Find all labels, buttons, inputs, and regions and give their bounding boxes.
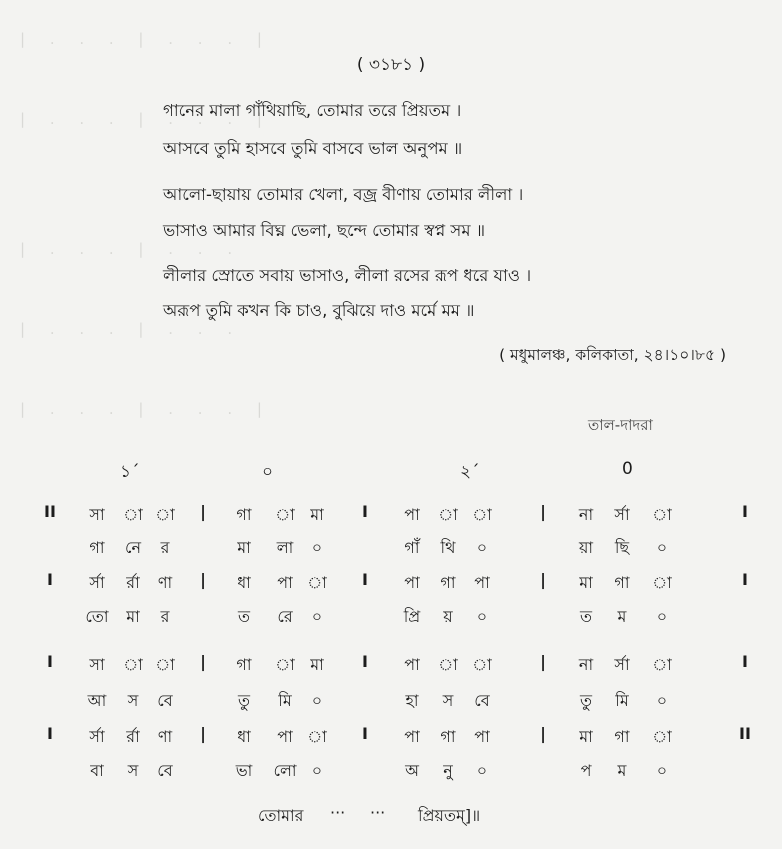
lyric-syllable: তু [237, 691, 251, 710]
lyric-line: গানের মালা গাঁথিয়াছি, তোমার তরে প্রিয়তম । [163, 101, 462, 120]
swara-note: পা [474, 727, 490, 746]
swara-note: া [275, 655, 295, 674]
lyric-syllable: লো [273, 761, 297, 780]
lyric-syllable: প্রি [403, 607, 421, 626]
lyric-syllable: ০ [656, 538, 668, 557]
lyric-syllable: ভা [235, 761, 253, 780]
lyric-syllable: মি [615, 691, 629, 710]
lyric-line: লীলার স্রোতে সবায় ভাসাও, লীলা রসের রূপ ধরে যাও । [163, 266, 532, 285]
bleed-through-decoration: | . . . | . . . | [20, 400, 272, 418]
lyric-syllable-row [0, 604, 782, 634]
lyric-syllable: ০ [656, 691, 668, 710]
lyric-syllable: প [580, 761, 592, 780]
lyric-syllable: স [127, 761, 139, 780]
swara-note: া [652, 727, 672, 746]
source-citation: ( মধুমালঞ্চ, কলিকাতা, ২৪।১০।৮৫ ) [499, 346, 726, 364]
swara-note: গা [236, 505, 252, 524]
swara-note: সা [89, 655, 105, 674]
swara-note: া [155, 505, 175, 524]
lyric-syllable: অ [405, 761, 419, 780]
lyric-syllable: র [160, 607, 170, 626]
swara-note: ণা [157, 727, 173, 746]
lyric-line: ভাসাও আমার বিঘ্ন ভেলা, ছন্দে তোমার স্বপ্ন সম ॥ [163, 221, 486, 240]
swara-note: গা [614, 573, 630, 592]
lyric-syllable: লা [276, 538, 294, 557]
lyric-syllable: স [442, 691, 454, 710]
lyric-syllable: ০ [476, 761, 488, 780]
swara-note: মা [579, 727, 593, 746]
refrain-end-word: প্রিয়তম্]॥ [418, 806, 481, 825]
swara-note: া [307, 573, 327, 592]
lyric-line: অরূপ তুমি কখন কি চাও, বুঝিয়ে দাও মর্মে মম ॥ [163, 301, 475, 320]
lyric-syllable: মি [278, 691, 292, 710]
swara-note: গা [614, 727, 630, 746]
lyric-syllable: ০ [311, 761, 323, 780]
beat-mark: ২´ [460, 462, 480, 482]
bar-line: | [540, 724, 546, 743]
lyric-syllable: ০ [656, 607, 668, 626]
refrain-ellipsis: ··· [330, 803, 346, 822]
swara-note: র্রা [126, 573, 140, 592]
tala-label: তাল-দাদরা [588, 416, 653, 434]
lyric-syllable: ০ [311, 691, 323, 710]
bar-line: II [44, 502, 56, 521]
lyric-syllable: ০ [476, 607, 488, 626]
beat-mark: ০ [262, 462, 274, 482]
lyric-syllable: র [160, 538, 170, 557]
swara-note: গা [236, 655, 252, 674]
lyric-syllable: ০ [476, 538, 488, 557]
lyric-syllable: য়া [578, 538, 594, 557]
lyric-syllable-row [0, 688, 782, 718]
swara-note: া [123, 655, 143, 674]
lyric-syllable: তু [579, 691, 593, 710]
swara-note: া [472, 655, 492, 674]
bar-line: II [739, 724, 751, 743]
swara-note: ণা [157, 573, 173, 592]
lyric-line: আসবে তুমি হাসবে তুমি বাসবে ভাল অনুপম ॥ [163, 139, 463, 158]
lyric-syllable-row [0, 758, 782, 788]
lyric-syllable: থি [440, 538, 456, 557]
lyric-syllable: ত [579, 607, 593, 626]
swara-note: া [275, 505, 295, 524]
lyric-syllable: নু [443, 761, 453, 780]
lyric-syllable: ০ [311, 607, 323, 626]
bar-line: I [362, 652, 368, 671]
swara-note: র্সা [614, 505, 630, 524]
swara-note: র্সা [614, 655, 630, 674]
swara-note: পা [404, 655, 420, 674]
swara-note: না [578, 505, 594, 524]
bar-line: | [200, 724, 206, 743]
bleed-through-decoration: | . . . | . . . [20, 320, 243, 338]
swara-row [0, 724, 782, 754]
bar-line: I [47, 652, 53, 671]
refrain-start-word: তোমার [258, 806, 304, 825]
swara-row [0, 570, 782, 600]
swara-note: া [652, 655, 672, 674]
swara-note: মা [310, 505, 324, 524]
lyric-syllable: ম [617, 607, 627, 626]
lyric-syllable: তো [85, 607, 109, 626]
bar-line: I [742, 502, 748, 521]
lyric-syllable: নে [124, 538, 142, 557]
lyric-syllable: ০ [311, 538, 323, 557]
lyric-syllable: ছি [614, 538, 630, 557]
lyric-syllable: বে [474, 691, 490, 710]
lyric-syllable: গাঁ [404, 538, 420, 557]
bar-line: | [200, 570, 206, 589]
swara-note: া [155, 655, 175, 674]
swara-note: পা [404, 573, 420, 592]
lyric-syllable: য় [443, 607, 453, 626]
lyric-syllable: আ [87, 691, 107, 710]
lyric-syllable: ০ [656, 761, 668, 780]
swara-note: পা [404, 727, 420, 746]
swara-note: র্সা [89, 573, 105, 592]
bar-line: I [362, 724, 368, 743]
lyric-line: আলো-ছায়ায় তোমার খেলা, বজ্র বীণায় তোমার লীলা । [163, 185, 524, 204]
swara-row [0, 502, 782, 532]
lyric-syllable: স [127, 691, 139, 710]
swara-note: ধা [237, 727, 251, 746]
bar-line: | [540, 570, 546, 589]
lyric-syllable: হা [405, 691, 419, 710]
swara-note: সা [89, 505, 105, 524]
bar-line: | [540, 652, 546, 671]
bleed-through-decoration: | . . . | . . . [20, 240, 243, 258]
swara-note: গা [440, 727, 456, 746]
bar-line: I [362, 570, 368, 589]
swara-note: া [652, 505, 672, 524]
bar-line: I [362, 502, 368, 521]
lyric-syllable: মা [126, 607, 140, 626]
refrain-ellipsis: ··· [370, 803, 386, 822]
swara-note: পা [474, 573, 490, 592]
swara-note: া [438, 505, 458, 524]
lyric-syllable: বা [90, 761, 104, 780]
swara-note: র্রা [126, 727, 140, 746]
lyric-syllable-row [0, 535, 782, 565]
swara-note: া [652, 573, 672, 592]
bar-line: I [742, 570, 748, 589]
swara-note: র্সা [89, 727, 105, 746]
swara-note: া [307, 727, 327, 746]
bar-line: | [540, 502, 546, 521]
swara-row [0, 652, 782, 682]
swara-note: পা [277, 727, 293, 746]
lyric-syllable: ত [237, 607, 251, 626]
swara-note: া [472, 505, 492, 524]
lyric-syllable: বে [157, 691, 173, 710]
swara-note: মা [310, 655, 324, 674]
swara-note: পা [277, 573, 293, 592]
lyric-syllable: মা [237, 538, 251, 557]
song-number: ( ৩১৮১ ) [356, 55, 426, 75]
beat-mark: ১´ [120, 462, 140, 482]
lyric-syllable: বে [157, 761, 173, 780]
bar-line: | [200, 502, 206, 521]
swara-note: মা [579, 573, 593, 592]
lyric-syllable: ম [617, 761, 627, 780]
bar-line: I [47, 724, 53, 743]
lyric-syllable: রে [277, 607, 293, 626]
bleed-through-decoration: | . . . | . . . | [20, 110, 272, 128]
bar-line: I [742, 652, 748, 671]
lyric-syllable: গা [89, 538, 105, 557]
beat-mark: 0 [622, 459, 633, 479]
swara-note: গা [440, 573, 456, 592]
bar-line: I [47, 570, 53, 589]
swara-note: পা [404, 505, 420, 524]
swara-note: ধা [237, 573, 251, 592]
swara-note: া [123, 505, 143, 524]
bleed-through-decoration: | . . . | . . . | [20, 30, 272, 48]
swara-note: া [438, 655, 458, 674]
bar-line: | [200, 652, 206, 671]
swara-note: না [578, 655, 594, 674]
